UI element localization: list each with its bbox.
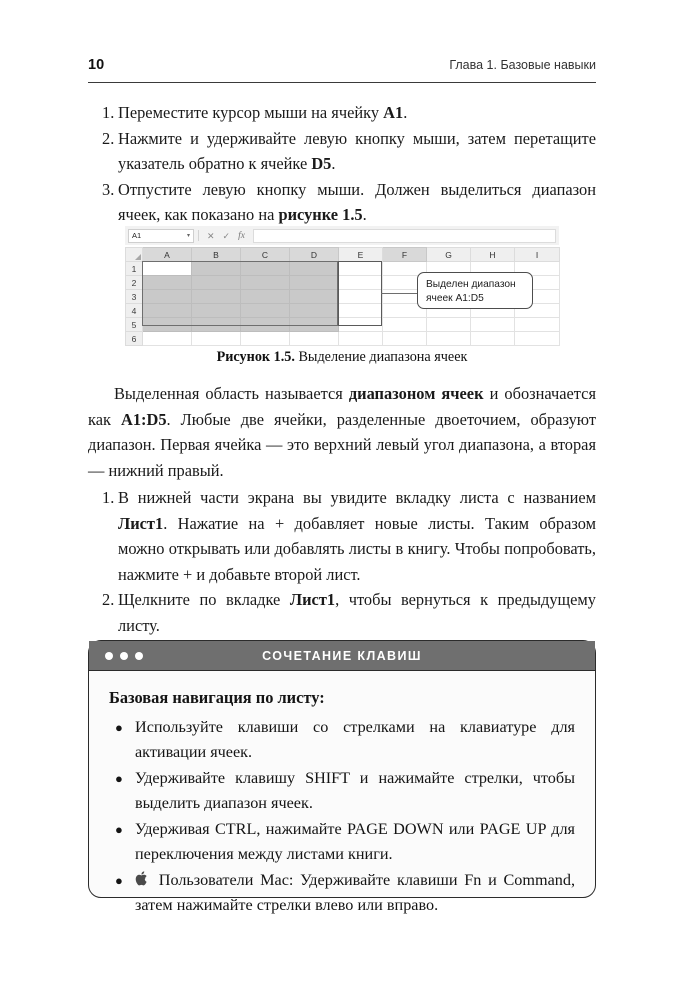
cell-c3[interactable] [241,290,290,304]
tip-box-body [89,671,595,929]
row-header-3[interactable]: 3 [126,290,143,304]
tip-bullet-list [109,715,575,919]
cell-d2[interactable] [290,276,339,290]
row-header-2[interactable]: 2 [126,276,143,290]
callout-leader-line [381,293,419,294]
column-header-h[interactable]: H [471,248,515,262]
cell-f6[interactable] [383,332,427,346]
list-item-text: Отпустите левую кнопку мыши. Должен выделиться диапазон ячеек, как показано на рисунке 1.5. [118,179,596,224]
figure-caption-text: Выделение диапазона ячеек [294,349,468,365]
steps-bottom-list [88,485,596,638]
explanation-paragraph [88,381,596,483]
column-header-a[interactable]: A [143,248,192,262]
cell-d1[interactable] [290,262,339,276]
cell-a6[interactable] [143,332,192,346]
list-item [88,587,596,638]
row-header-5[interactable]: 5 [126,318,143,332]
list-item [88,100,596,126]
toolbar-divider [198,230,199,241]
row-header-1[interactable]: 1 [126,262,143,276]
cell-e1[interactable] [339,262,383,276]
cell-c6[interactable] [241,332,290,346]
keyboard-shortcut-box [88,640,596,914]
list-item [109,868,575,919]
paragraph-text: Выделенная область называется диапазоном ячеек и обозначается как A1:D5. Любые две ячейки, разделенные двоеточием, образуют диапазон. Первая ячейка — это верхний левый угол диапазона, а вторая — нижний правый. [88,384,596,480]
column-header-f[interactable]: F [383,248,427,262]
chevron-down-icon[interactable]: ▾ [186,232,190,239]
page-number: 10 [88,57,105,73]
steps-top-list [88,100,596,228]
table-row [126,332,560,346]
cell-a3[interactable] [143,290,192,304]
formula-bar[interactable] [253,229,556,243]
spreadsheet-figure [125,226,559,344]
cell-b5[interactable] [192,318,241,332]
column-header-i[interactable]: I [515,248,560,262]
row-header-4[interactable]: 4 [126,304,143,318]
cell-d3[interactable] [290,290,339,304]
cell-e3[interactable] [339,290,383,304]
list-item-number: 1. [102,488,115,507]
list-item-number: 2. [102,590,115,609]
bullet-icon: ● [115,770,123,786]
cell-c5[interactable] [241,318,290,332]
list-item-text: Щелкните по вкладке Лист1, чтобы вернуться к предыдущему листу. [118,590,596,635]
cell-b6[interactable] [192,332,241,346]
cell-d4[interactable] [290,304,339,318]
cell-b4[interactable] [192,304,241,318]
column-header-d[interactable]: D [290,248,339,262]
list-item [109,817,575,868]
window-dots [105,652,143,660]
chapter-title: Глава 1. Базовые навыки [449,58,596,72]
column-header-e[interactable]: E [339,248,383,262]
cell-c4[interactable] [241,304,290,318]
cell-i5[interactable] [515,318,560,332]
dot-icon [120,652,128,660]
cell-e4[interactable] [339,304,383,318]
cell-a4[interactable] [143,304,192,318]
table-row [126,318,560,332]
cell-a2[interactable] [143,276,192,290]
spreadsheet-toolbar [125,226,559,245]
cell-e5[interactable] [339,318,383,332]
cancel-icon[interactable]: ✕ [207,230,215,241]
apple-icon [135,870,150,887]
callout-box [417,272,533,309]
dot-icon [105,652,113,660]
cell-h5[interactable] [471,318,515,332]
list-item [109,715,575,766]
cell-b2[interactable] [192,276,241,290]
confirm-icon[interactable]: ✓ [222,230,231,241]
tip-box-header [89,641,595,671]
cell-a5[interactable] [143,318,192,332]
list-item-text: Пользователи Mac: Удерживайте клавиши Fn и Command, затем нажимайте стрелки влево или вправо. [135,870,576,914]
list-item-text: Используйте клавиши со стрелками на клавиатуре для активации ячеек. [135,717,575,761]
list-item-text: Переместите курсор мыши на ячейку A1. [118,103,408,122]
cell-b1[interactable] [192,262,241,276]
row-header-6[interactable]: 6 [126,332,143,346]
list-item-text: Удерживайте клавишу SHIFT и нажимайте стрелки, чтобы выделить диапазон ячеек. [135,768,575,812]
cell-h6[interactable] [471,332,515,346]
list-item-number: 1. [102,103,115,122]
list-item-text: Нажмите и удерживайте левую кнопку мыши, затем перетащите указатель обратно к ячейке D5. [118,128,596,173]
list-item-text: Удерживая CTRL, нажимайте PAGE DOWN или PAGE UP для переключения между листами книги. [135,819,575,863]
figure-caption [88,348,596,367]
cell-d5[interactable] [290,318,339,332]
cell-i6[interactable] [515,332,560,346]
callout-text: Выделен диапазон ячеек A1:D5 [426,279,516,304]
list-item [88,126,596,177]
list-item [88,485,596,587]
column-header-c[interactable]: C [241,248,290,262]
bullet-icon: ● [115,821,123,837]
figure-caption-label: Рисунок 1.5. [216,349,295,365]
bullet-icon: ● [115,872,123,888]
bullet-icon: ● [115,719,123,735]
function-icon[interactable]: fx [238,230,245,241]
cell-a1[interactable] [143,262,192,276]
tip-box-lead: Базовая навигация по листу: [109,688,325,707]
list-item [109,766,575,817]
list-item-number: 3. [102,179,115,199]
list-item-text: В нижней части экрана вы увидите вкладку листа с названием Лист1. Нажатие на + добавляет новые листы. Таким образом можно открывать или добавлять листы в книгу. Чтобы попробовать, нажмите + и добавьте второй лист. [118,488,596,584]
name-box-value: A1 [132,230,142,240]
cell-b3[interactable] [192,290,241,304]
cell-c1[interactable] [241,262,290,276]
column-header-g[interactable]: G [427,248,471,262]
cell-g5[interactable] [427,318,471,332]
cell-c2[interactable] [241,276,290,290]
dot-icon [135,652,143,660]
cell-g6[interactable] [427,332,471,346]
list-item-number: 2. [102,128,115,148]
column-header-row [126,248,560,262]
cell-f5[interactable] [383,318,427,332]
list-item [88,177,596,228]
name-box[interactable] [128,229,194,243]
cell-e2[interactable] [339,276,383,290]
tip-box-title: СОЧЕТАНИЕ КЛАВИШ [262,648,422,663]
cell-e6[interactable] [339,332,383,346]
running-head [88,56,596,83]
select-all-corner[interactable] [126,248,143,262]
cell-d6[interactable] [290,332,339,346]
column-header-b[interactable]: B [192,248,241,262]
